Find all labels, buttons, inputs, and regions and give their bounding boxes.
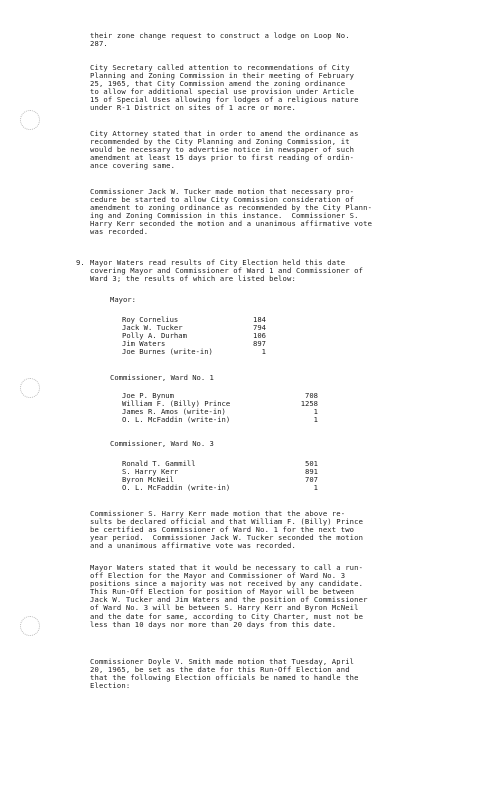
- punch-hole-bottom: [20, 616, 40, 636]
- vote-count: 1: [261, 347, 266, 356]
- paragraph-city-secretary: City Secretary called attention to recommendations of City Planning and Zoning Commission in their meeting of February 25, 1965, that City Commission amend the zoning ordinance to allow for additional special use provision under Article 15 of Special Uses allowing for lodges of a religious nature under R-1 District on sites of 1 acre or more.: [90, 63, 359, 113]
- punch-hole-middle: [20, 378, 40, 398]
- paragraph-election-results: Mayor Waters read results of City Election held this date covering Mayor and Commissioner of Ward 1 and Commissioner of Ward 3; the results of which are listed below:: [90, 258, 364, 284]
- candidate-name: Ronald T. Gammill: [122, 459, 196, 468]
- candidate-name: Byron McNeil: [122, 475, 174, 484]
- paragraph-city-attorney: City Attorney stated that in order to amend the ordinance as recommended by the City Planning and Zoning Commission, it would be necessary to advertise notice in newspaper of such amendment at least 15 days prior to first reading of ordin- ance covering same.: [90, 129, 359, 171]
- paragraph-smith-motion: Commissioner Doyle V. Smith made motion that Tuesday, April 20, 1965, be set as the date for this Run-Off Election and that the following Election officials be named to handle the Election:: [90, 657, 359, 691]
- candidate-name: Joe Burnes (write-in): [122, 347, 213, 356]
- candidate-name: Joe P. Bynum: [122, 391, 174, 400]
- candidate-name: Polly A. Durham: [122, 331, 187, 340]
- vote-count: 897: [253, 339, 266, 348]
- vote-count: 891: [305, 467, 318, 476]
- candidate-name: O. L. McFaddin (write-in): [122, 483, 231, 492]
- paragraph-kerr-motion: Commissioner S. Harry Kerr made motion that the above re- sults be declared official and that William F. (Billy) Prince be certified as Commissioner of Ward No. 1 for the next two year period. Commissioner Jack W. Tucker seconded the motion and a unanimous affirmative vote was recorded.: [90, 509, 364, 551]
- vote-count: 707: [305, 475, 318, 484]
- candidate-name: O. L. McFaddin (write-in): [122, 415, 231, 424]
- punch-hole-top: [20, 110, 40, 130]
- vote-count: 501: [305, 459, 318, 468]
- candidate-name: James R. Amos (write-in): [122, 407, 226, 416]
- paragraph-runoff: Mayor Waters stated that it would be necessary to call a run- off Election for the Mayor and Commissioner of Ward No. 3 positions since a majority was not received by any candidate. This Run-Off Election for position of Mayor will be between Jack W. Tucker and Jim Waters and the position of Commissioner of Ward No. 3 will be between S. Harry Kerr and Byron McNeil and the date for same, according to City Charter, must not be less than 10 days nor more than 20 days from this date.: [90, 563, 368, 629]
- ward1-heading: Commissioner, Ward No. 1: [110, 373, 214, 382]
- vote-count: 794: [253, 323, 266, 332]
- candidate-name: Roy Cornelius: [122, 315, 179, 324]
- ward3-heading: Commissioner, Ward No. 3: [110, 439, 214, 448]
- item-number: 9.: [76, 258, 85, 267]
- candidate-name: William F. (Billy) Prince: [122, 399, 231, 408]
- vote-count: 184: [253, 315, 266, 324]
- candidate-name: S. Harry Kerr: [122, 467, 179, 476]
- vote-count: 106: [253, 331, 266, 340]
- candidate-name: Jim Waters: [122, 339, 166, 348]
- vote-count: 1: [313, 415, 318, 424]
- candidate-name: Jack W. Tucker: [122, 323, 183, 332]
- vote-count: 1258: [300, 399, 318, 408]
- vote-count: 1: [313, 407, 318, 416]
- paragraph-tucker-motion: Commissioner Jack W. Tucker made motion that necessary pro- cedure be started to allow City Commission consideration of amendment to zoning ordinance as recommended by the City Plann- ing and Zoning Commission in this instance. Commissioner S. Harry Kerr seconded the motion and a unanimous affirmative vote was recorded.: [90, 187, 373, 237]
- paragraph-zone-change: their zone change request to construct a lodge on Loop No. 287.: [90, 31, 350, 49]
- vote-count: 1: [313, 483, 318, 492]
- vote-count: 708: [305, 391, 318, 400]
- mayor-heading: Mayor:: [110, 295, 136, 304]
